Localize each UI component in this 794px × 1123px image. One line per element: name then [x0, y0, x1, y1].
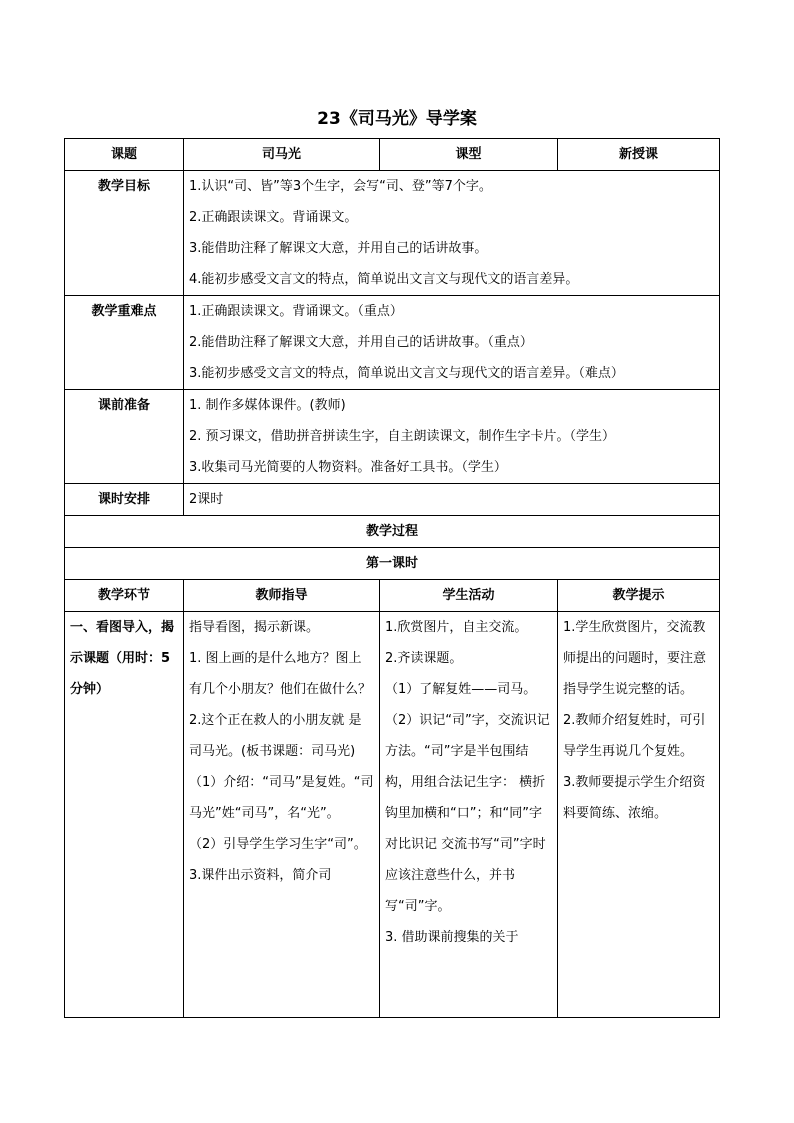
stage1-row — [65, 612, 720, 1018]
preparation-content — [184, 390, 720, 484]
teacher-item: （1）介绍：“司马”是复姓。“司马光”姓“司马”，名“光”。 — [189, 775, 374, 821]
schedule-label: 课时安排 — [65, 484, 184, 516]
key-point-item: 1.正确跟读课文。背诵课文。（重点） — [189, 304, 403, 319]
student-item: 3. 借助课前搜集的关于 — [385, 930, 519, 945]
lesson-title: 第一课时 — [65, 548, 720, 580]
key-points-row — [65, 296, 720, 390]
teacher-item: 指导看图，揭示新课。 — [189, 620, 320, 635]
lesson-plan-table — [64, 138, 720, 1018]
course-row — [65, 139, 720, 171]
student-item: 1.欣赏图片，自主交流。 — [385, 620, 528, 635]
teacher-item: 2.这个正在救人的小朋友就 是司马光。(板书课题：司马光) — [189, 713, 362, 759]
column-tips: 教学提示 — [558, 580, 720, 612]
stage1-tips — [558, 612, 720, 1018]
stage1-teacher — [184, 612, 380, 1018]
type-label: 课型 — [380, 139, 558, 171]
column-student: 学生活动 — [380, 580, 558, 612]
goals-content — [184, 171, 720, 296]
goal-item: 1.认识“司、皆”等3个生字，会写“司、登”等7个字。 — [189, 179, 492, 194]
course-value: 司马光 — [184, 139, 380, 171]
student-item: 2.齐读课题。 — [385, 651, 463, 666]
tip-item: 1.学生欣赏图片，交流教师提出的问题时，要注意指导学生说完整的话。 — [563, 620, 707, 697]
student-item: （2）识记“司”字，交流识记方法。“司”字是半包围结构，用组合法记生字： 横折钩里加横和“口”；和“同”字对比识记 交流书写“司”字时应该注意些什么，并书写“司”字。 — [385, 713, 550, 914]
lesson-title-row — [65, 548, 720, 580]
key-point-item: 3.能初步感受文言文的特点，简单说出文言文与现代文的语言差异。（难点） — [189, 366, 624, 381]
page-title: 23《司马光》导学案 — [317, 109, 477, 129]
column-stage: 教学环节 — [65, 580, 184, 612]
course-label: 课题 — [65, 139, 184, 171]
preparation-item: 2. 预习课文，借助拼音拼读生字，自主朗读课文，制作生字卡片。（学生） — [189, 429, 616, 444]
preparation-label: 课前准备 — [65, 390, 184, 484]
teacher-item: 3.课件出示资料，简介司 — [189, 868, 332, 883]
preparation-row — [65, 390, 720, 484]
goal-item: 3.能借助注释了解课文大意，并用自己的话讲故事。 — [189, 241, 488, 256]
schedule-value: 2课时 — [184, 484, 720, 516]
tip-item: 3.教师要提示学生介绍资料要简练、浓缩。 — [563, 775, 706, 821]
teacher-item: 1. 图上画的是什么地方？图上有几个小朋友？他们在做什么？ — [189, 651, 372, 697]
stage1-student — [380, 612, 558, 1018]
process-title: 教学过程 — [65, 516, 720, 548]
goals-row — [65, 171, 720, 296]
key-points-content — [184, 296, 720, 390]
key-point-item: 2.能借助注释了解课文大意，并用自己的话讲故事。（重点） — [189, 335, 533, 350]
goals-label: 教学目标 — [65, 171, 184, 296]
process-title-row — [65, 516, 720, 548]
teacher-item: （2）引导学生学习生字“司”。 — [189, 837, 367, 852]
type-value: 新授课 — [558, 139, 720, 171]
key-points-label: 教学重难点 — [65, 296, 184, 390]
student-item: （1）了解复姓——司马。 — [385, 682, 537, 697]
stage1-label: 一、看图导入，揭示课题（用时：5分钟） — [65, 612, 184, 1018]
goal-item: 4.能初步感受文言文的特点，简单说出文言文与现代文的语言差异。 — [189, 272, 579, 287]
column-teacher: 教师指导 — [184, 580, 380, 612]
preparation-item: 3.收集司马光简要的人物资料。准备好工具书。（学生） — [189, 460, 507, 475]
goal-item: 2.正确跟读课文。背诵课文。 — [189, 210, 358, 225]
preparation-item: 1. 制作多媒体课件。(教师) — [189, 398, 346, 413]
tip-item: 2.教师介绍复姓时，可引导学生再说几个复姓。 — [563, 713, 706, 759]
column-header-row — [65, 580, 720, 612]
schedule-row — [65, 484, 720, 516]
